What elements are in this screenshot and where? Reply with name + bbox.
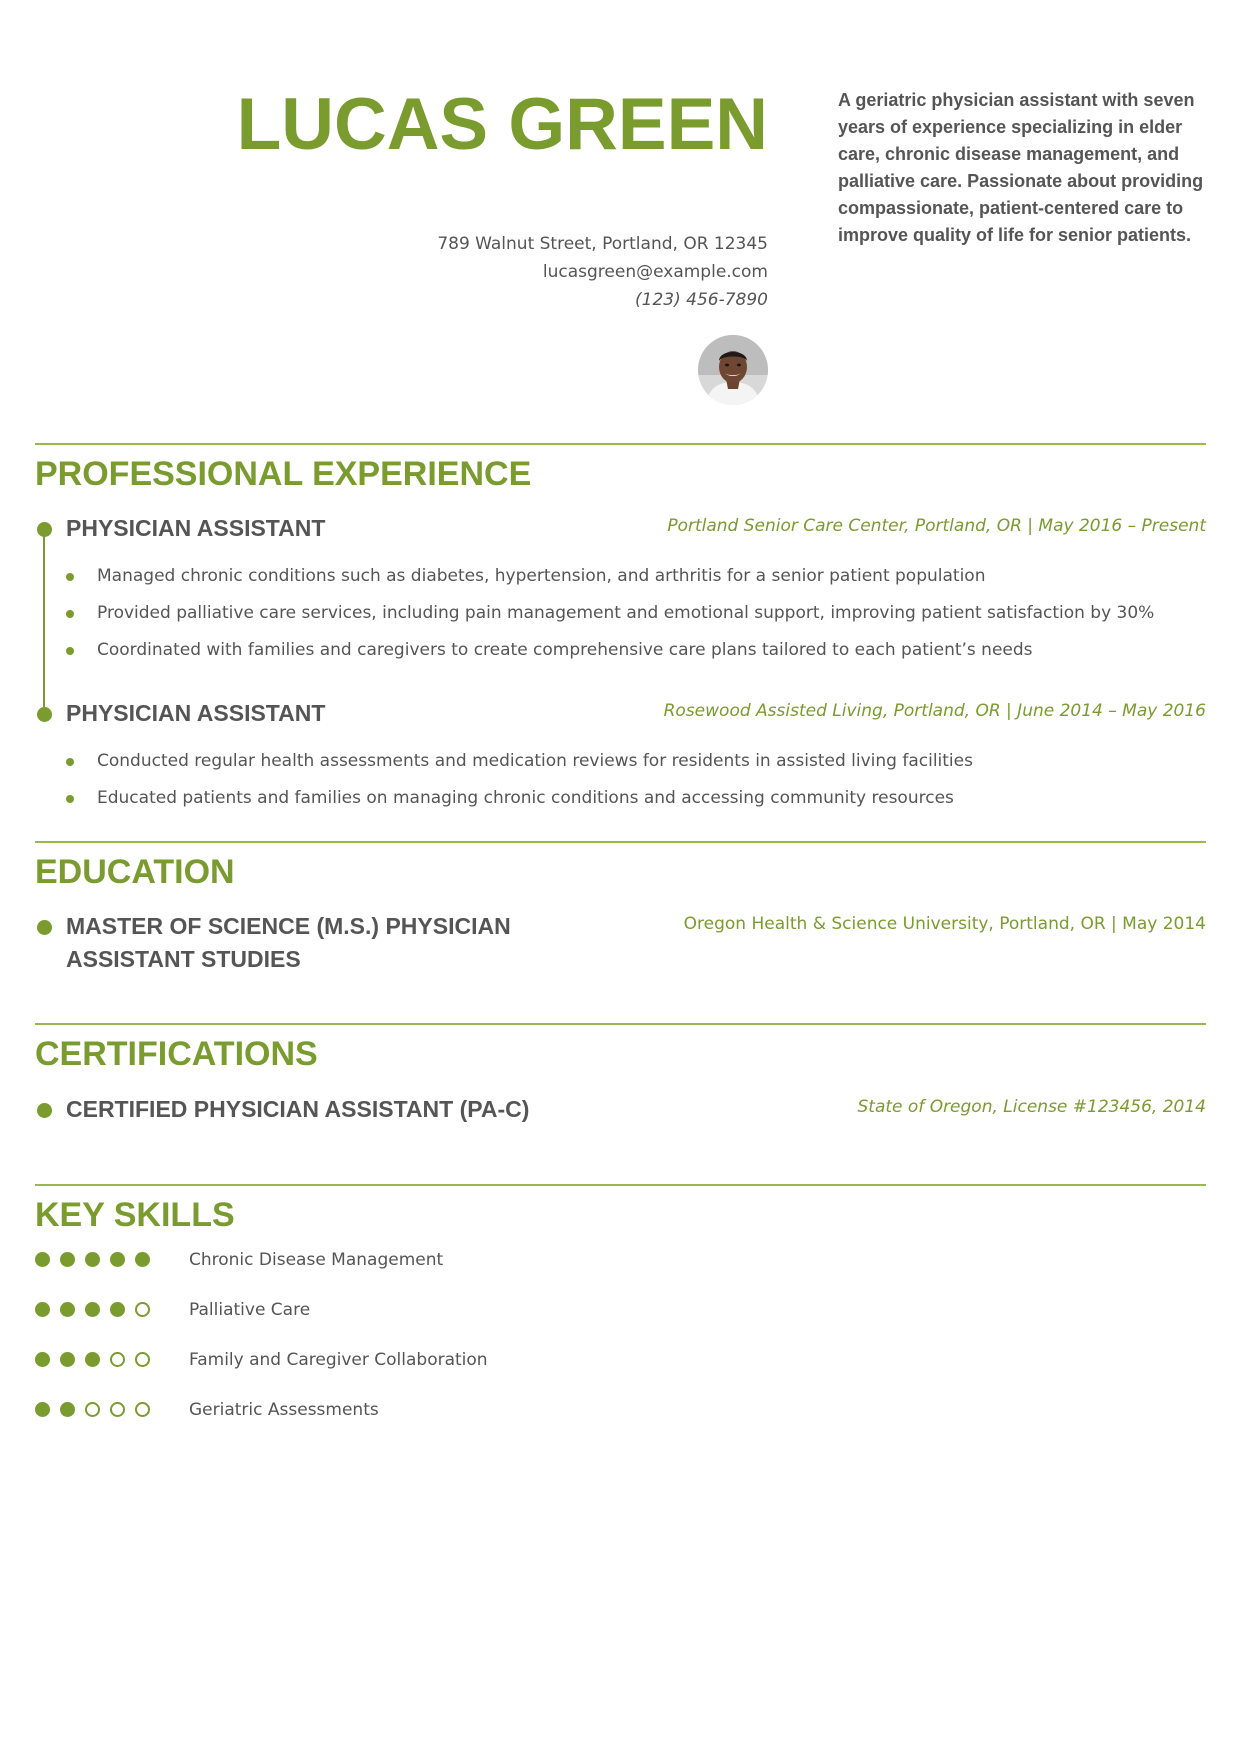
education-dot <box>37 920 52 935</box>
skill-rating <box>35 1299 155 1321</box>
degree-line: MASTER OF SCIENCE (M.S.) PHYSICIAN <box>66 913 511 939</box>
bullet-icon <box>66 610 74 618</box>
certifications-heading: CERTIFICATIONS <box>35 1035 318 1073</box>
timeline-dot <box>37 707 52 722</box>
job-meta: Rosewood Assisted Living, Portland, OR | June 2014 – May 2016 <box>663 701 1206 721</box>
list-item <box>60 787 973 824</box>
avatar <box>698 335 768 405</box>
bullet-text: Conducted regular health assessments and medication reviews for residents in assisted living facilities <box>97 751 973 771</box>
rating-empty-dot-icon <box>110 1402 125 1417</box>
rating-empty-dot-icon <box>110 1352 125 1367</box>
skill-rating <box>35 1249 155 1271</box>
section-divider <box>35 443 1206 445</box>
skill-name: Geriatric Assessments <box>189 1400 379 1420</box>
degree-line: ASSISTANT STUDIES <box>66 946 301 973</box>
skill-rating <box>35 1349 155 1371</box>
email: lucasgreen@example.com <box>542 262 768 282</box>
rating-filled-dot-icon <box>85 1252 100 1267</box>
rating-filled-dot-icon <box>110 1302 125 1317</box>
job-bullets <box>60 565 1154 676</box>
section-divider <box>35 841 1206 843</box>
rating-filled-dot-icon <box>35 1302 50 1317</box>
certification-meta: State of Oregon, License #123456, 2014 <box>857 1097 1206 1117</box>
experience-heading: PROFESSIONAL EXPERIENCE <box>35 455 532 493</box>
education-meta: Oregon Health & Science University, Portland, OR | May 2014 <box>683 914 1206 934</box>
candidate-name: LUCAS GREEN <box>236 84 768 165</box>
job-title: PHYSICIAN ASSISTANT <box>66 700 326 726</box>
list-item <box>60 565 1154 602</box>
rating-empty-dot-icon <box>135 1352 150 1367</box>
rating-filled-dot-icon <box>60 1252 75 1267</box>
profile-summary: A geriatric physician assistant with seven years of experience specializing in elder care, chronic disease management, and palliative care. Passionate about providing compassionate, patient-centered care to improve quality of life for senior patients. <box>838 90 1204 245</box>
contact-block <box>437 230 768 314</box>
rating-filled-dot-icon <box>85 1302 100 1317</box>
bullet-text: Coordinated with families and caregivers to create comprehensive care plans tailored to each patient’s needs <box>97 640 1033 660</box>
bullet-text: Managed chronic conditions such as diabetes, hypertension, and arthritis for a senior patient population <box>97 566 986 586</box>
list-item <box>60 602 1154 639</box>
bullet-icon <box>66 758 74 766</box>
rating-filled-dot-icon <box>35 1352 50 1367</box>
timeline-dot <box>37 522 52 537</box>
rating-filled-dot-icon <box>85 1352 100 1367</box>
section-divider <box>35 1023 1206 1025</box>
certification-dot <box>37 1103 52 1118</box>
rating-filled-dot-icon <box>135 1252 150 1267</box>
list-item <box>60 639 1154 676</box>
rating-filled-dot-icon <box>60 1402 75 1417</box>
skill-name: Family and Caregiver Collaboration <box>189 1350 488 1370</box>
bullet-icon <box>66 795 74 803</box>
profile-photo <box>698 335 768 405</box>
education-heading: EDUCATION <box>35 853 235 891</box>
bullet-text: Provided palliative care services, including pain management and emotional support, improving patient satisfaction by 30% <box>97 603 1155 623</box>
timeline-line <box>43 535 45 715</box>
rating-empty-dot-icon <box>135 1402 150 1417</box>
section-divider <box>35 1184 1206 1186</box>
rating-filled-dot-icon <box>110 1252 125 1267</box>
bullet-text: Educated patients and families on managing chronic conditions and accessing community resources <box>97 788 954 808</box>
address: 789 Walnut Street, Portland, OR 12345 <box>437 234 768 254</box>
skill-name: Chronic Disease Management <box>189 1250 444 1270</box>
rating-empty-dot-icon <box>85 1402 100 1417</box>
job-bullets <box>60 750 973 824</box>
bullet-icon <box>66 573 74 581</box>
list-item <box>60 750 973 787</box>
skill-name: Palliative Care <box>189 1300 311 1320</box>
degree-title <box>66 910 586 977</box>
skill-rating <box>35 1399 155 1421</box>
certification-name: CERTIFIED PHYSICIAN ASSISTANT (PA-C) <box>66 1096 530 1122</box>
rating-filled-dot-icon <box>35 1402 50 1417</box>
rating-filled-dot-icon <box>35 1252 50 1267</box>
job-meta: Portland Senior Care Center, Portland, OR | May 2016 – Present <box>667 516 1206 536</box>
job-title: PHYSICIAN ASSISTANT <box>66 515 326 541</box>
rating-filled-dot-icon <box>60 1352 75 1367</box>
skills-heading: KEY SKILLS <box>35 1196 235 1234</box>
phone: (123) 456-7890 <box>635 290 768 310</box>
rating-empty-dot-icon <box>135 1302 150 1317</box>
bullet-icon <box>66 647 74 655</box>
rating-filled-dot-icon <box>60 1302 75 1317</box>
